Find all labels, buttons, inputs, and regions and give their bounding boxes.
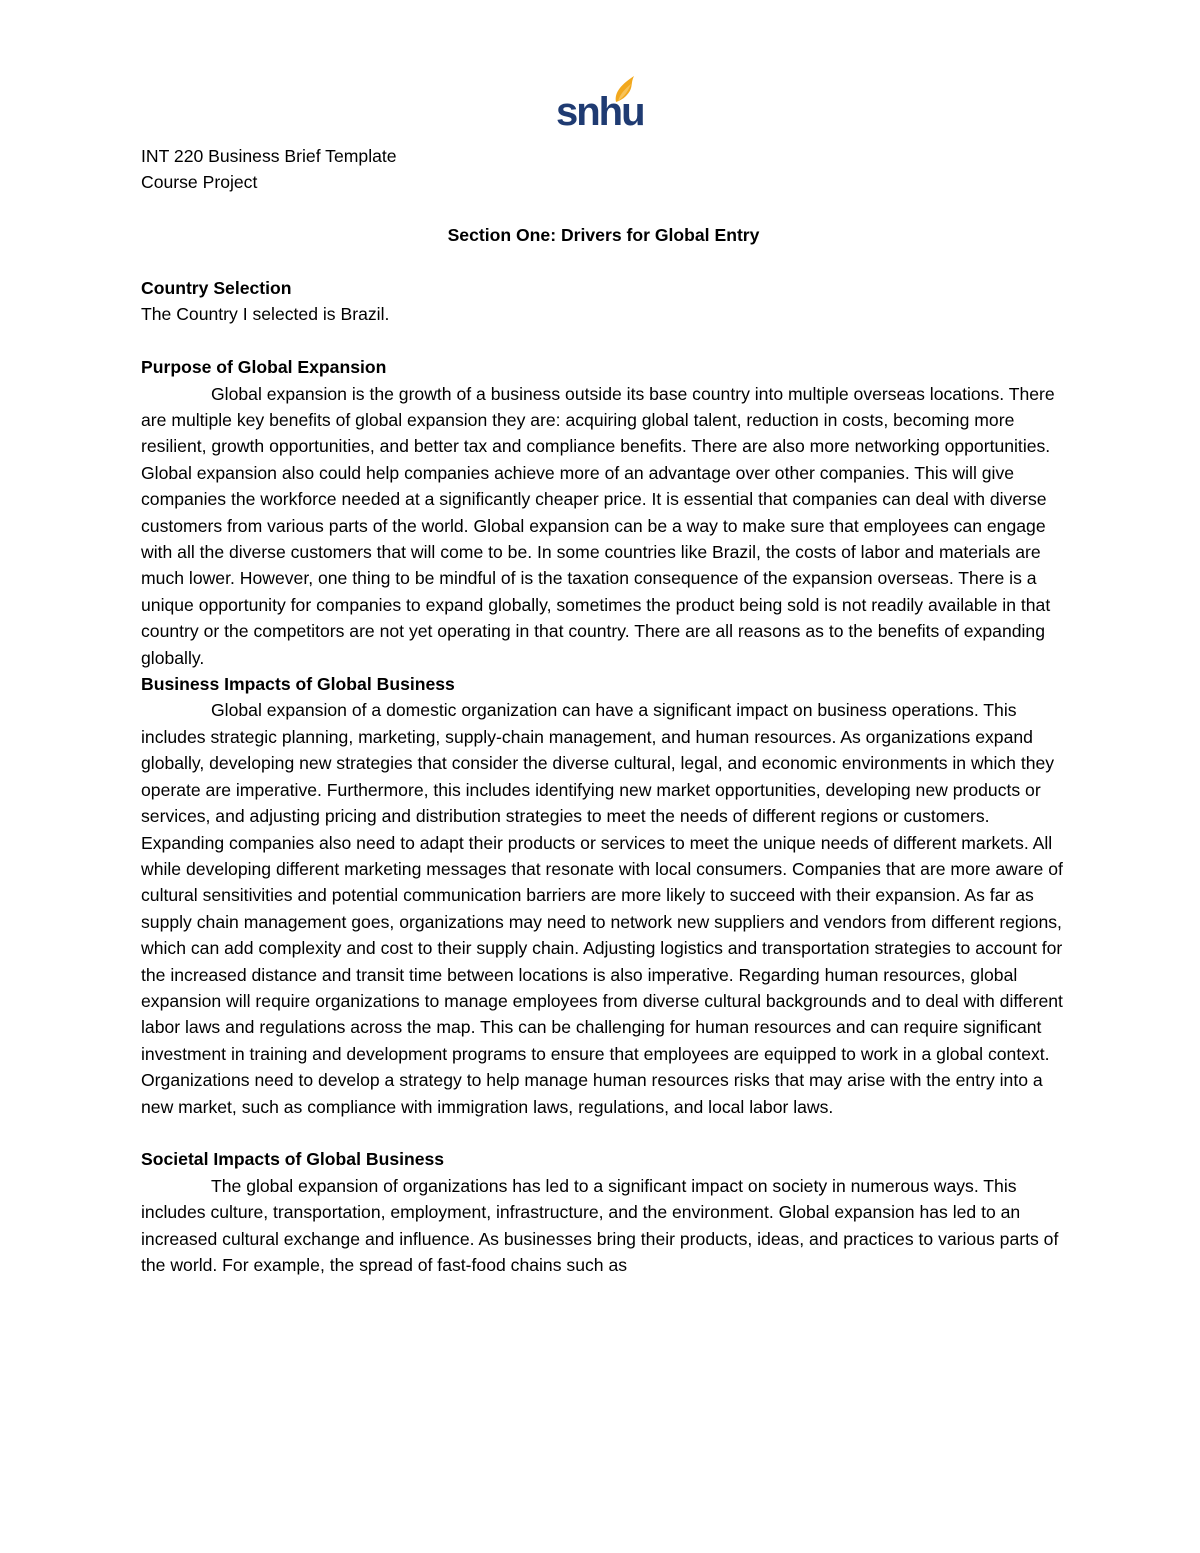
spacer — [141, 196, 1066, 222]
societal-impacts-heading: Societal Impacts of Global Business — [141, 1149, 445, 1170]
spacer — [141, 249, 1066, 275]
spacer — [141, 328, 1066, 354]
snhu-logo — [556, 74, 644, 134]
business-impacts-heading: Business Impacts of Global Business — [141, 674, 455, 695]
country-selection-heading: Country Selection — [141, 278, 292, 298]
template-title: INT 220 Business Brief Template — [141, 146, 397, 166]
document-body — [141, 143, 1066, 1278]
societal-impacts-paragraph: The global expansion of organizations has led to a significant impact on society in numerous ways. This includes culture, transportation, employment, infrastructure, and the environment. Global expansion has led to an increased cultural exchange and influence. As businesses bring their products, ideas, and practices to various parts of the world. For example, the spread of fast-food chains such as — [141, 1175, 1059, 1275]
spacer — [141, 1120, 1066, 1146]
country-selection-text: The Country I selected is Brazil. — [141, 304, 390, 325]
logo-wordmark: snhu — [556, 90, 644, 134]
course-project-label: Course Project — [141, 172, 258, 193]
purpose-heading: Purpose of Global Expansion — [141, 357, 387, 378]
business-impacts-paragraph: Global expansion of a domestic organization can have a significant impact on business operations. This includes strategic planning, marketing, supply-chain management, and human resources. As organizations expand globally, developing new strategies that consider the diverse cultural, legal, and economic environments in which they operate are imperative. Furthermore, this includes identifying new market opportunities, developing new products or services, and adjusting pricing and distribution strategies to meet the needs of different regions or customers. Expanding companies also need to adapt their products or services to meet the unique needs of different markets. All while developing different marketing messages that resonate with local consumers. Companies that are more aware of cultural sensitivities and potential communication barriers are more likely to succeed with their expansion. As far as supply chain management goes, organizations may need to network new suppliers and vendors from different regions, which can add complexity and cost to their supply chain. Adjusting logistics and transportation strategies to account for the increased distance and transit time between locations is also imperative. Regarding human resources, global expansion will require organizations to manage employees from diverse cultural backgrounds and to deal with different labor laws and regulations across the map. This can be challenging for human resources and can require significant investment in training and development programs to ensure that employees are equipped to work in a global context. Organizations need to develop a strategy to help manage human resources risks that may arise with the entry into a new market, such as compliance with immigration laws, regulations, and local labor laws. — [141, 700, 1063, 1117]
purpose-paragraph: Global expansion is the growth of a business outside its base country into multiple overseas locations. There are multiple key benefits of global expansion they are: acquiring global talent, reduction in costs, becoming more resilient, growth opportunities, and better tax and compliance benefits. There are also more networking opportunities. Global expansion also could help companies achieve more of an advantage over other companies. This will give companies the workforce needed at a significantly cheaper price. It is essential that companies can deal with diverse customers from various parts of the world. Global expansion can be a way to make sure that employees can engage with all the diverse customers that will come to be. In some countries like Brazil, the costs of labor and materials are much lower. However, one thing to be mindful of is the taxation consequence of the expansion overseas. There is a unique opportunity for companies to expand globally, sometimes the product being sold is not readily available in that country or the competitors are not yet operating in that country. There are all reasons as to the benefits of expanding globally. — [141, 383, 1055, 668]
section-title: Section One: Drivers for Global Entry — [447, 225, 760, 246]
